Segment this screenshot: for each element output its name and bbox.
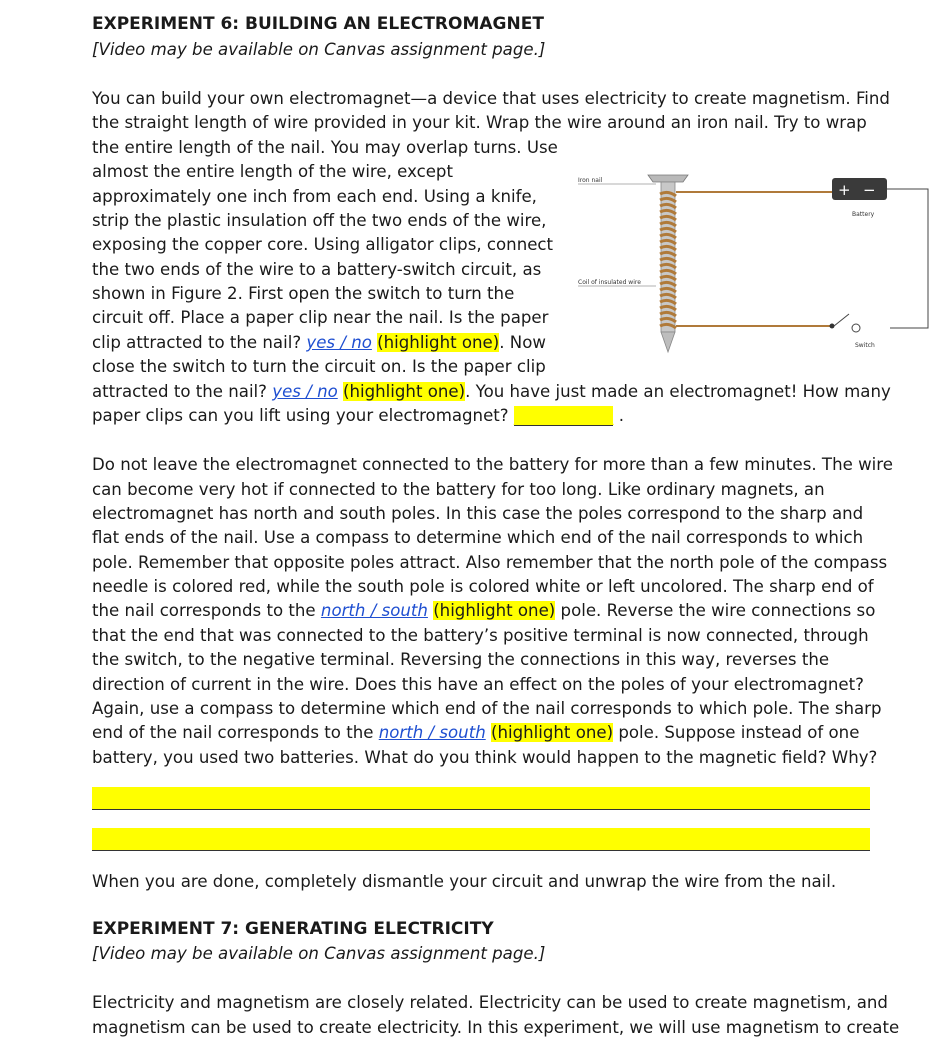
text-line: the two ends of the wire to a battery-switch circuit, as xyxy=(92,260,542,279)
text-line: pole. Remember that opposite poles attract. Also remember that the north pole of the compass xyxy=(92,553,888,572)
text-line: needle is colored red, while the south pole is colored white or left uncolored. The sharp end of xyxy=(92,577,874,596)
battery-icon xyxy=(832,178,887,200)
highlight-one-label: (highlight one) xyxy=(343,382,466,401)
switch-icon xyxy=(830,314,861,332)
text-line: the nail corresponds to the north / south (highlight one) pole. Reverse the wire connections so xyxy=(92,601,876,620)
text-line: flat ends of the nail. Use a compass to determine which end of the nail corresponds to which xyxy=(92,528,864,547)
text-line: the straight length of wire provided in your kit. Wrap the wire around an iron nail. Try to wrap xyxy=(92,113,867,132)
text-line: Electricity and magnetism are closely related. Electricity can be used to create magnetism, and xyxy=(92,993,888,1012)
svg-text:+: + xyxy=(838,181,851,199)
text-line: the entire length of the nail. You may overlap turns. Use xyxy=(92,138,558,157)
text-line: strip the plastic insulation off the two ends of the wire, xyxy=(92,211,547,230)
text-line: battery, you used two batteries. What do you think would happen to the magnetic field? Why? xyxy=(92,748,878,767)
text-line: shown in Figure 2. First open the switch to turn the xyxy=(92,284,515,303)
text-line: circuit off. Place a paper clip near the nail. Is the paper xyxy=(92,308,549,327)
yes-no-choice-2[interactable]: yes / no xyxy=(272,382,338,401)
figure-label-battery: Battery xyxy=(852,211,875,218)
text-line: approximately one inch from each end. Using a knife, xyxy=(92,187,537,206)
answer-line-1[interactable] xyxy=(92,787,870,810)
experiment-7-heading: EXPERIMENT 7: GENERATING ELECTRICITY xyxy=(92,919,494,939)
circuit-wire-right xyxy=(887,189,928,328)
text-line: can become very hot if connected to the battery for too long. Like ordinary magnets, an xyxy=(92,480,825,499)
yes-no-choice-1[interactable]: yes / no xyxy=(306,333,372,352)
text-line: the switch, to the negative terminal. Reversing the connections in this way, reverses the xyxy=(92,650,830,669)
figure-label-iron-nail: Iron nail xyxy=(578,177,603,184)
north-south-choice-2[interactable]: north / south xyxy=(378,723,486,742)
text-line: direction of current in the wire. Does this have an effect on the poles of your electromagnet? xyxy=(92,675,864,694)
highlight-one-label: (highlight one) xyxy=(377,333,500,352)
text-line: that the end that was connected to the battery’s positive terminal is now connected, through xyxy=(92,626,869,645)
highlight-one-label: (highlight one) xyxy=(433,601,556,620)
text-line: Do not leave the electromagnet connected to the battery for more than a few minutes. The wire xyxy=(92,455,893,474)
text-line: clip attracted to the nail? yes / no (highlight one). Now xyxy=(92,333,546,352)
text-line: magnetism can be used to create electricity. In this experiment, we will use magnetism to create xyxy=(92,1018,900,1037)
text-line: attracted to the nail? yes / no (highlight one). You have just made an electromagnet! How many xyxy=(92,382,891,401)
text-line: paper clips can you lift using your electromagnet? ____________ . xyxy=(92,406,624,425)
paper-clips-answer-blank[interactable]: ____________ xyxy=(513,406,614,425)
text-line: Again, use a compass to determine which end of the nail corresponds to which pole. The sharp xyxy=(92,699,882,718)
highlight-one-label: (highlight one) xyxy=(491,723,614,742)
text-line: close the switch to turn the circuit on. Is the paper clip xyxy=(92,357,546,376)
electromagnet-circuit-figure xyxy=(576,170,876,356)
nail-tip-icon xyxy=(661,332,675,352)
nail-head-icon xyxy=(648,175,688,182)
text-line: You can build your own electromagnet—a device that uses electricity to create magnetism. Find xyxy=(92,89,890,108)
figure-label-coil: Coil of insulated wire xyxy=(578,279,641,286)
experiment-6-heading: EXPERIMENT 6: BUILDING AN ELECTROMAGNET xyxy=(92,14,544,34)
svg-text:−: − xyxy=(863,181,876,199)
text-line: electromagnet has north and south poles. In this case the poles correspond to the sharp and xyxy=(92,504,864,523)
experiment-6-video-note: [Video may be available on Canvas assignment page.] xyxy=(92,40,546,59)
text-line: end of the nail corresponds to the north / south (highlight one) pole. Suppose instead of one xyxy=(92,723,860,742)
answer-line-2[interactable] xyxy=(92,828,870,851)
closing-instruction: When you are done, completely dismantle your circuit and unwrap the wire from the nail. xyxy=(92,872,837,891)
figure-label-switch: Switch xyxy=(855,342,875,349)
experiment-7-video-note: [Video may be available on Canvas assignment page.] xyxy=(92,944,546,963)
text-line: almost the entire length of the wire, except xyxy=(92,162,453,181)
text-line: exposing the copper core. Using alligator clips, connect xyxy=(92,235,554,254)
north-south-choice-1[interactable]: north / south xyxy=(320,601,428,620)
